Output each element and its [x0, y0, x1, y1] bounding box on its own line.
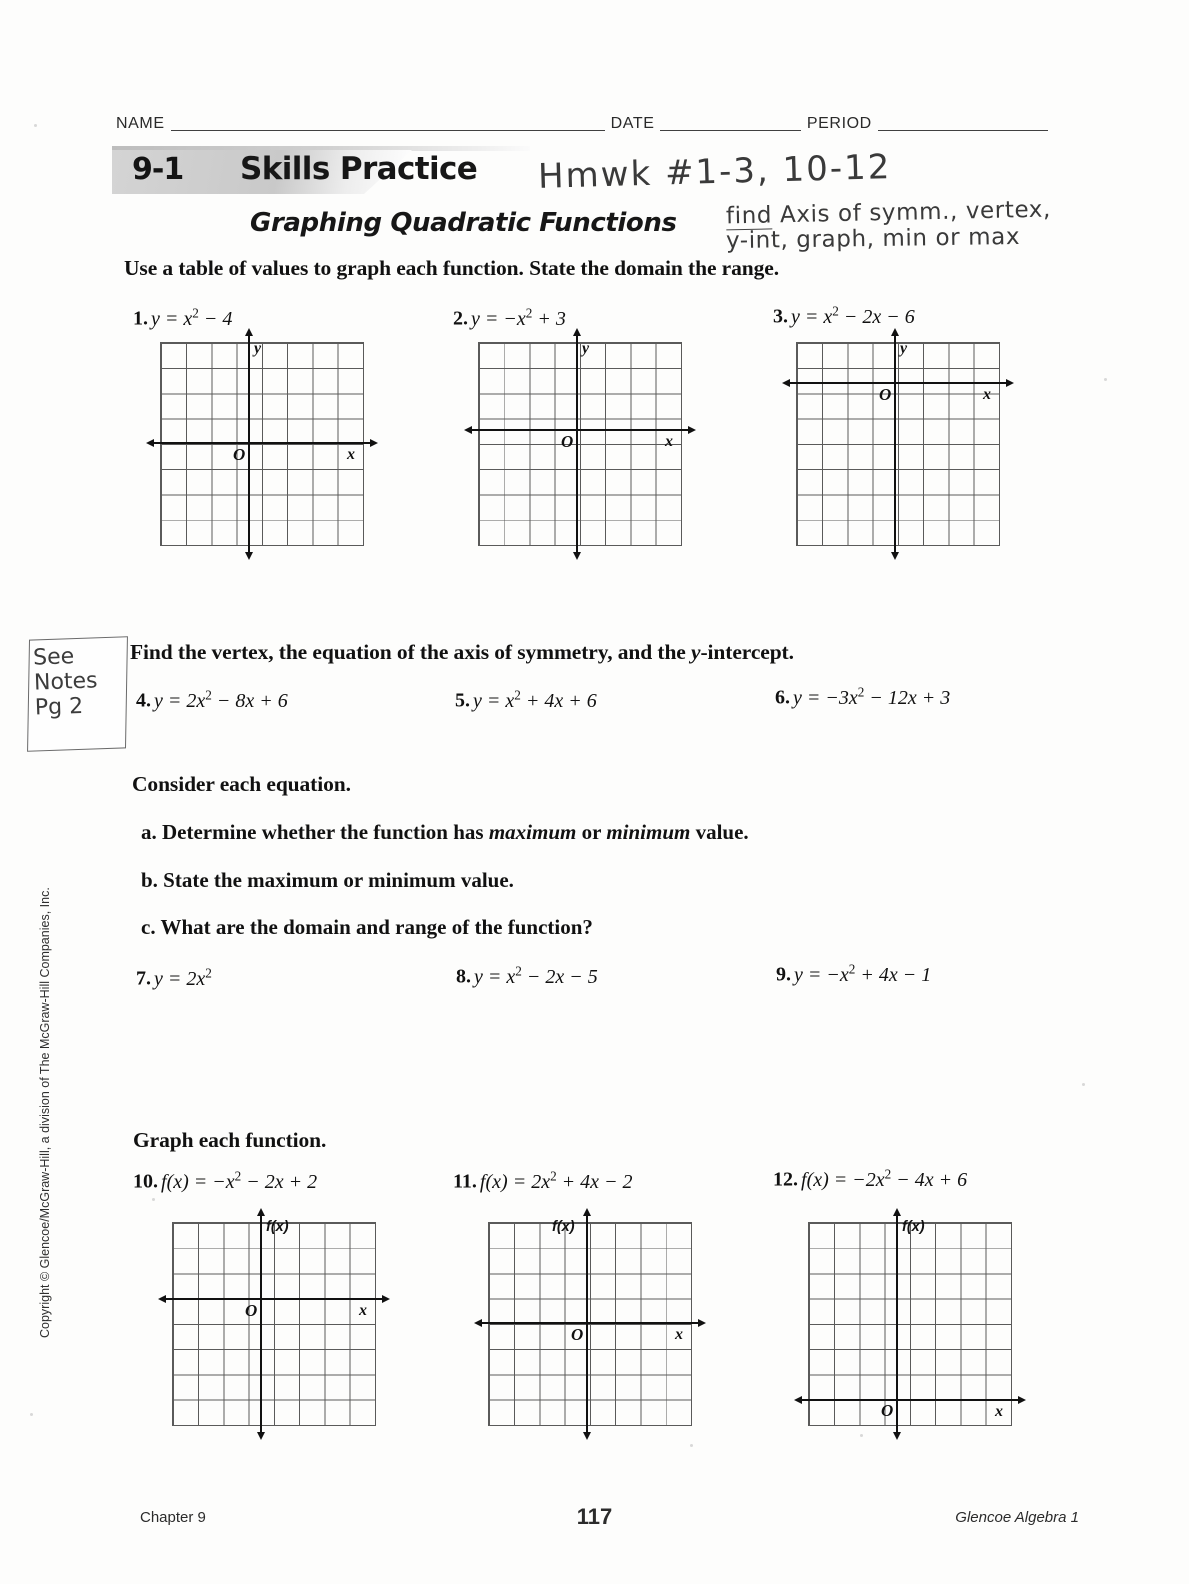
graph-11-y-axis-up-arrow [583, 1208, 591, 1216]
problem-12-equation: $f(x) = -2x^2 - 4x + 6$ [801, 1166, 968, 1191]
graph-1-y-axis-down-arrow [245, 552, 253, 560]
lesson-number: 9-1 [132, 152, 184, 187]
graph-11-x-axis-left-arrow [474, 1319, 482, 1327]
name-blank-line[interactable] [171, 130, 605, 131]
name-label: NAME [116, 115, 165, 132]
handwritten-find-word: find [725, 202, 773, 230]
problem-9 [776, 961, 931, 987]
graph-3-x-axis-left-arrow [782, 379, 790, 387]
graph-11-x-label: x [675, 1326, 683, 1343]
graph-1-y-axis-up-arrow [245, 328, 253, 336]
graph-1-x-label: x [347, 446, 355, 463]
handwritten-instructions-line2: y-int, graph, min or max [725, 223, 1021, 255]
problem-7-number: 7. [136, 967, 151, 990]
section3-part-b: b. State the maximum or minimum value. [141, 868, 514, 892]
graph-1[interactable] [160, 342, 364, 546]
student-info-header [116, 108, 1054, 134]
section2-prompt: Find the vertex, the equation of the axis of symmetry, and the y-intercept. [130, 640, 794, 664]
graph-11-y-label: f(x) [552, 1219, 575, 1235]
problem-12 [773, 1166, 967, 1192]
graph-10-x-axis-right-arrow [382, 1295, 390, 1303]
problem-5-equation: $y = x^2 + 4x + 6$ [473, 687, 597, 712]
footer-page-number: 117 [576, 1504, 613, 1529]
graph-3-y-axis-up-arrow [891, 328, 899, 336]
handwritten-line2-rest: Axis of symm., vertex, [771, 196, 1052, 229]
problem-1-number: 1. [133, 307, 148, 330]
graph-3-origin-label: O [879, 385, 892, 404]
scan-speck [152, 1198, 155, 1201]
graph-10-y-axis [260, 1216, 262, 1432]
graph-12-x-axis [802, 1399, 1018, 1401]
graph-3[interactable] [796, 342, 1000, 546]
graph-1-x-axis [154, 442, 370, 444]
graph-12-x-label: x [995, 1403, 1003, 1420]
problem-2-equation: $y = -x^2 + 3$ [471, 305, 566, 330]
problem-8-number: 8. [456, 965, 471, 988]
problem-12-number: 12. [773, 1168, 798, 1191]
graph-11-origin-label: O [571, 1325, 584, 1344]
section4-prompt: Graph each function. [133, 1128, 327, 1152]
graph-2[interactable] [478, 342, 682, 546]
footer-book-title: Glencoe Algebra 1 [955, 1509, 1079, 1526]
problem-3-equation: $y = x^2 - 2x - 6$ [791, 303, 915, 328]
scan-speck [1082, 1083, 1085, 1086]
date-blank-line[interactable] [660, 130, 800, 131]
problem-3-number: 3. [773, 305, 788, 328]
problem-7 [136, 965, 212, 991]
handwritten-note-text: See Notes Pg 2 [32, 644, 98, 721]
problem-4-equation: $y = 2x^2 - 8x + 6$ [154, 687, 288, 712]
problem-5-number: 5. [455, 689, 470, 712]
graph-3-x-axis [790, 382, 1006, 384]
worksheet-subtitle: Graphing Quadratic Functions [250, 208, 677, 238]
problem-6 [775, 684, 950, 710]
problem-10-number: 10. [133, 1170, 158, 1193]
copyright-notice: Copyright © Glencoe/McGraw-Hill, a division of The McGraw-Hill Companies, Inc. [38, 887, 52, 1338]
graph-1-x-axis-right-arrow [370, 439, 378, 447]
problem-3 [773, 303, 915, 329]
graph-11-y-axis [586, 1216, 588, 1432]
section1-prompt: Use a table of values to graph each function. State the domain the range. [124, 256, 779, 280]
problem-10-equation: $f(x) = -x^2 - 2x + 2$ [161, 1168, 318, 1193]
footer-chapter: Chapter 9 [140, 1509, 206, 1526]
problem-6-equation: $y = -3x^2 - 12x + 3$ [793, 684, 951, 709]
graph-1-y-label: y [254, 340, 262, 357]
problem-10 [133, 1168, 317, 1194]
problem-11-equation: $f(x) = 2x^2 + 4x - 2$ [479, 1168, 633, 1193]
problem-9-number: 9. [776, 963, 791, 986]
graph-11[interactable] [488, 1219, 692, 1426]
graph-2-x-axis [472, 429, 688, 431]
problem-1 [133, 305, 232, 331]
problem-8-equation: $y = x^2 - 2x - 5$ [474, 963, 598, 988]
graph-3-x-axis-right-arrow [1006, 379, 1014, 387]
copyright-notice-wrapper [38, 858, 72, 1338]
scan-speck [860, 1434, 863, 1437]
graph-12-y-axis-up-arrow [893, 1208, 901, 1216]
problem-2-number: 2. [453, 307, 468, 330]
section3-prompt: Consider each equation. [132, 772, 351, 796]
graph-12-x-axis-right-arrow [1018, 1396, 1026, 1404]
worksheet-title: Skills Practice [240, 151, 478, 187]
scan-speck [690, 1444, 693, 1447]
problem-5 [455, 687, 597, 713]
problem-1-equation: $y = x^2 - 4$ [151, 305, 233, 330]
graph-10-x-axis-left-arrow [158, 1295, 166, 1303]
graph-3-y-label: y [900, 340, 908, 357]
problem-2 [453, 305, 566, 331]
problem-9-equation: $y = -x^2 + 4x - 1$ [794, 961, 932, 986]
graph-10[interactable] [172, 1219, 376, 1426]
period-label: PERIOD [806, 115, 872, 132]
graph-10-origin-label: O [245, 1301, 258, 1320]
graph-2-y-axis [576, 336, 578, 552]
graph-12-origin-label: O [881, 1401, 894, 1420]
graph-3-y-axis-down-arrow [891, 552, 899, 560]
graph-10-y-label: f(x) [266, 1219, 289, 1235]
graph-1-y-axis [248, 336, 250, 552]
lesson-banner [112, 146, 532, 198]
graph-10-y-axis-down-arrow [257, 1432, 265, 1440]
graph-10-y-axis-up-arrow [257, 1208, 265, 1216]
scan-speck [1104, 378, 1107, 381]
graph-12-y-axis-down-arrow [893, 1432, 901, 1440]
problem-4-number: 4. [136, 689, 151, 712]
problem-11 [453, 1168, 633, 1194]
graph-1-origin-label: O [233, 445, 246, 464]
problem-8 [456, 963, 598, 989]
date-label: DATE [610, 115, 655, 132]
graph-3-x-label: x [983, 386, 991, 403]
graph-12-y-label: f(x) [902, 1219, 925, 1235]
graph-11-y-axis-down-arrow [583, 1432, 591, 1440]
graph-2-y-axis-down-arrow [573, 552, 581, 560]
graph-1-x-axis-left-arrow [146, 439, 154, 447]
graph-2-origin-label: O [561, 432, 574, 451]
graph-2-x-axis-right-arrow [688, 426, 696, 434]
section3-part-a: a. Determine whether the function has maximum or minimum value. [141, 820, 749, 844]
graph-2-x-label: x [665, 433, 673, 450]
period-blank-line[interactable] [878, 130, 1048, 131]
graph-2-x-axis-left-arrow [464, 426, 472, 434]
graph-12-x-axis-left-arrow [794, 1396, 802, 1404]
graph-12-y-axis [896, 1216, 898, 1432]
graph-12[interactable] [808, 1219, 1012, 1426]
problem-6-number: 6. [775, 686, 790, 709]
graph-2-y-label: y [582, 340, 590, 357]
graph-11-x-axis [482, 1322, 698, 1324]
problem-11-number: 11. [453, 1170, 477, 1193]
graph-3-y-axis [894, 336, 896, 552]
scan-speck [30, 1413, 33, 1416]
problem-7-equation: $y = 2x^2$ [154, 965, 212, 990]
handwritten-homework-note: Hmwk #1-3, 10-12 [537, 147, 892, 197]
graph-2-y-axis-up-arrow [573, 328, 581, 336]
graph-11-x-axis-right-arrow [698, 1319, 706, 1327]
graph-10-x-axis [166, 1298, 382, 1300]
scan-speck [34, 124, 37, 127]
problem-4 [136, 687, 288, 713]
section3-part-c: c. What are the domain and range of the function? [141, 915, 593, 939]
graph-10-x-label: x [359, 1302, 367, 1319]
